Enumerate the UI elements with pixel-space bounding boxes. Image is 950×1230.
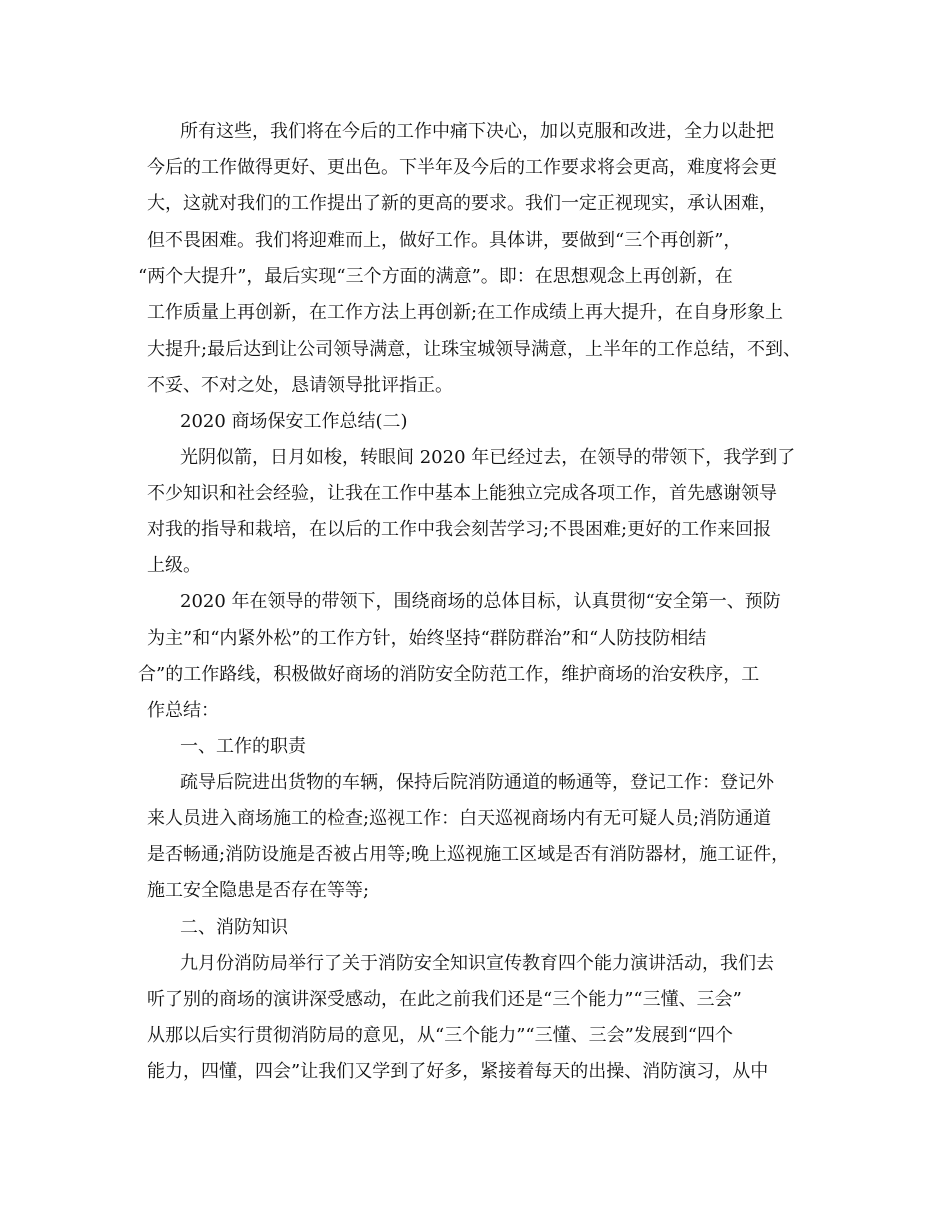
paragraph-line: 是否畅通;消防设施是否被占用等;晚上巡视施工区域是否有消防器材，施工证件， xyxy=(147,844,790,865)
paragraph-line: 九月份消防局举行了关于消防安全知识宣传教育四个能力演讲活动，我们去 xyxy=(180,953,774,974)
paragraph-line: 施工安全隐患是否存在等等; xyxy=(147,880,370,901)
paragraph-line: 不少知识和社会经验，让我在工作中基本上能独立完成各项工作，首先感谢领导 xyxy=(147,483,777,504)
paragraph-line: 疏导后院进出货物的车辆，保持后院消防通道的畅通等，登记工作：登记外 xyxy=(180,772,774,793)
paragraph-line: 不妥、不对之处，恳请领导批评指正。 xyxy=(147,375,453,396)
paragraph-line: 工作质量上再创新，在工作方法上再创新;在工作成绩上再大提升，在自身形象上 xyxy=(147,302,784,323)
paragraph-line: 听了别的商场的演讲深受感动，在此之前我们还是“三个能力”“三懂、三会” xyxy=(147,989,742,1010)
paragraph-line: 所有这些，我们将在今后的工作中痛下决心，加以克服和改进，全力以赴把 xyxy=(180,121,774,142)
paragraph-line: 为主”和“内紧外松”的工作方针，始终坚持“群防群治”和“人防技防相结 xyxy=(147,628,707,649)
paragraph-line: 从那以后实行贯彻消防局的意见，从“三个能力”“三懂、三会”发展到“四个 xyxy=(147,1025,734,1046)
paragraph-line: “两个大提升”，最后实现“三个方面的满意”。即：在思想观念上再创新，在 xyxy=(138,266,733,287)
paragraph-line: 大，这就对我们的工作提出了新的更高的要求。我们一定正视现实，承认困难， xyxy=(147,193,777,214)
section-heading: 二、消防知识 xyxy=(180,917,288,938)
paragraph-line: 合”的工作路线，积极做好商场的消防安全防范工作，维护商场的治安秩序，工 xyxy=(138,664,760,685)
section-title: 2020 商场保安工作总结(二) xyxy=(180,411,408,432)
paragraph-line: 能力，四懂，四会”让我们又学到了好多，紧接着每天的出操、消防演习，从中 xyxy=(147,1061,769,1082)
paragraph-line: 光阴似箭，日月如梭，转眼间 2020 年已经过去，在领导的带领下，我学到了 xyxy=(180,447,796,468)
paragraph-line: 上级。 xyxy=(147,555,201,576)
paragraph-line: 2020 年在领导的带领下，围绕商场的总体目标，认真贯彻“安全第一、预防 xyxy=(180,591,781,612)
paragraph-line: 大提升;最后达到让公司领导满意，让珠宝城领导满意，上半年的工作总结，不到、 xyxy=(147,339,802,360)
paragraph-line: 但不畏困难。我们将迎难而上，做好工作。具体讲，要做到“三个再创新”， xyxy=(147,230,742,251)
paragraph-line: 作总结： xyxy=(147,700,219,721)
paragraph-line: 对我的指导和栽培，在以后的工作中我会刻苦学习;不畏困难;更好的工作来回报 xyxy=(147,519,772,540)
section-heading: 一、工作的职责 xyxy=(180,736,306,757)
paragraph-line: 来人员进入商场施工的检查;巡视工作：白天巡视商场内有无可疑人员;消防通道 xyxy=(147,808,772,829)
paragraph-line: 今后的工作做得更好、更出色。下半年及今后的工作要求将会更高，难度将会更 xyxy=(147,157,777,178)
